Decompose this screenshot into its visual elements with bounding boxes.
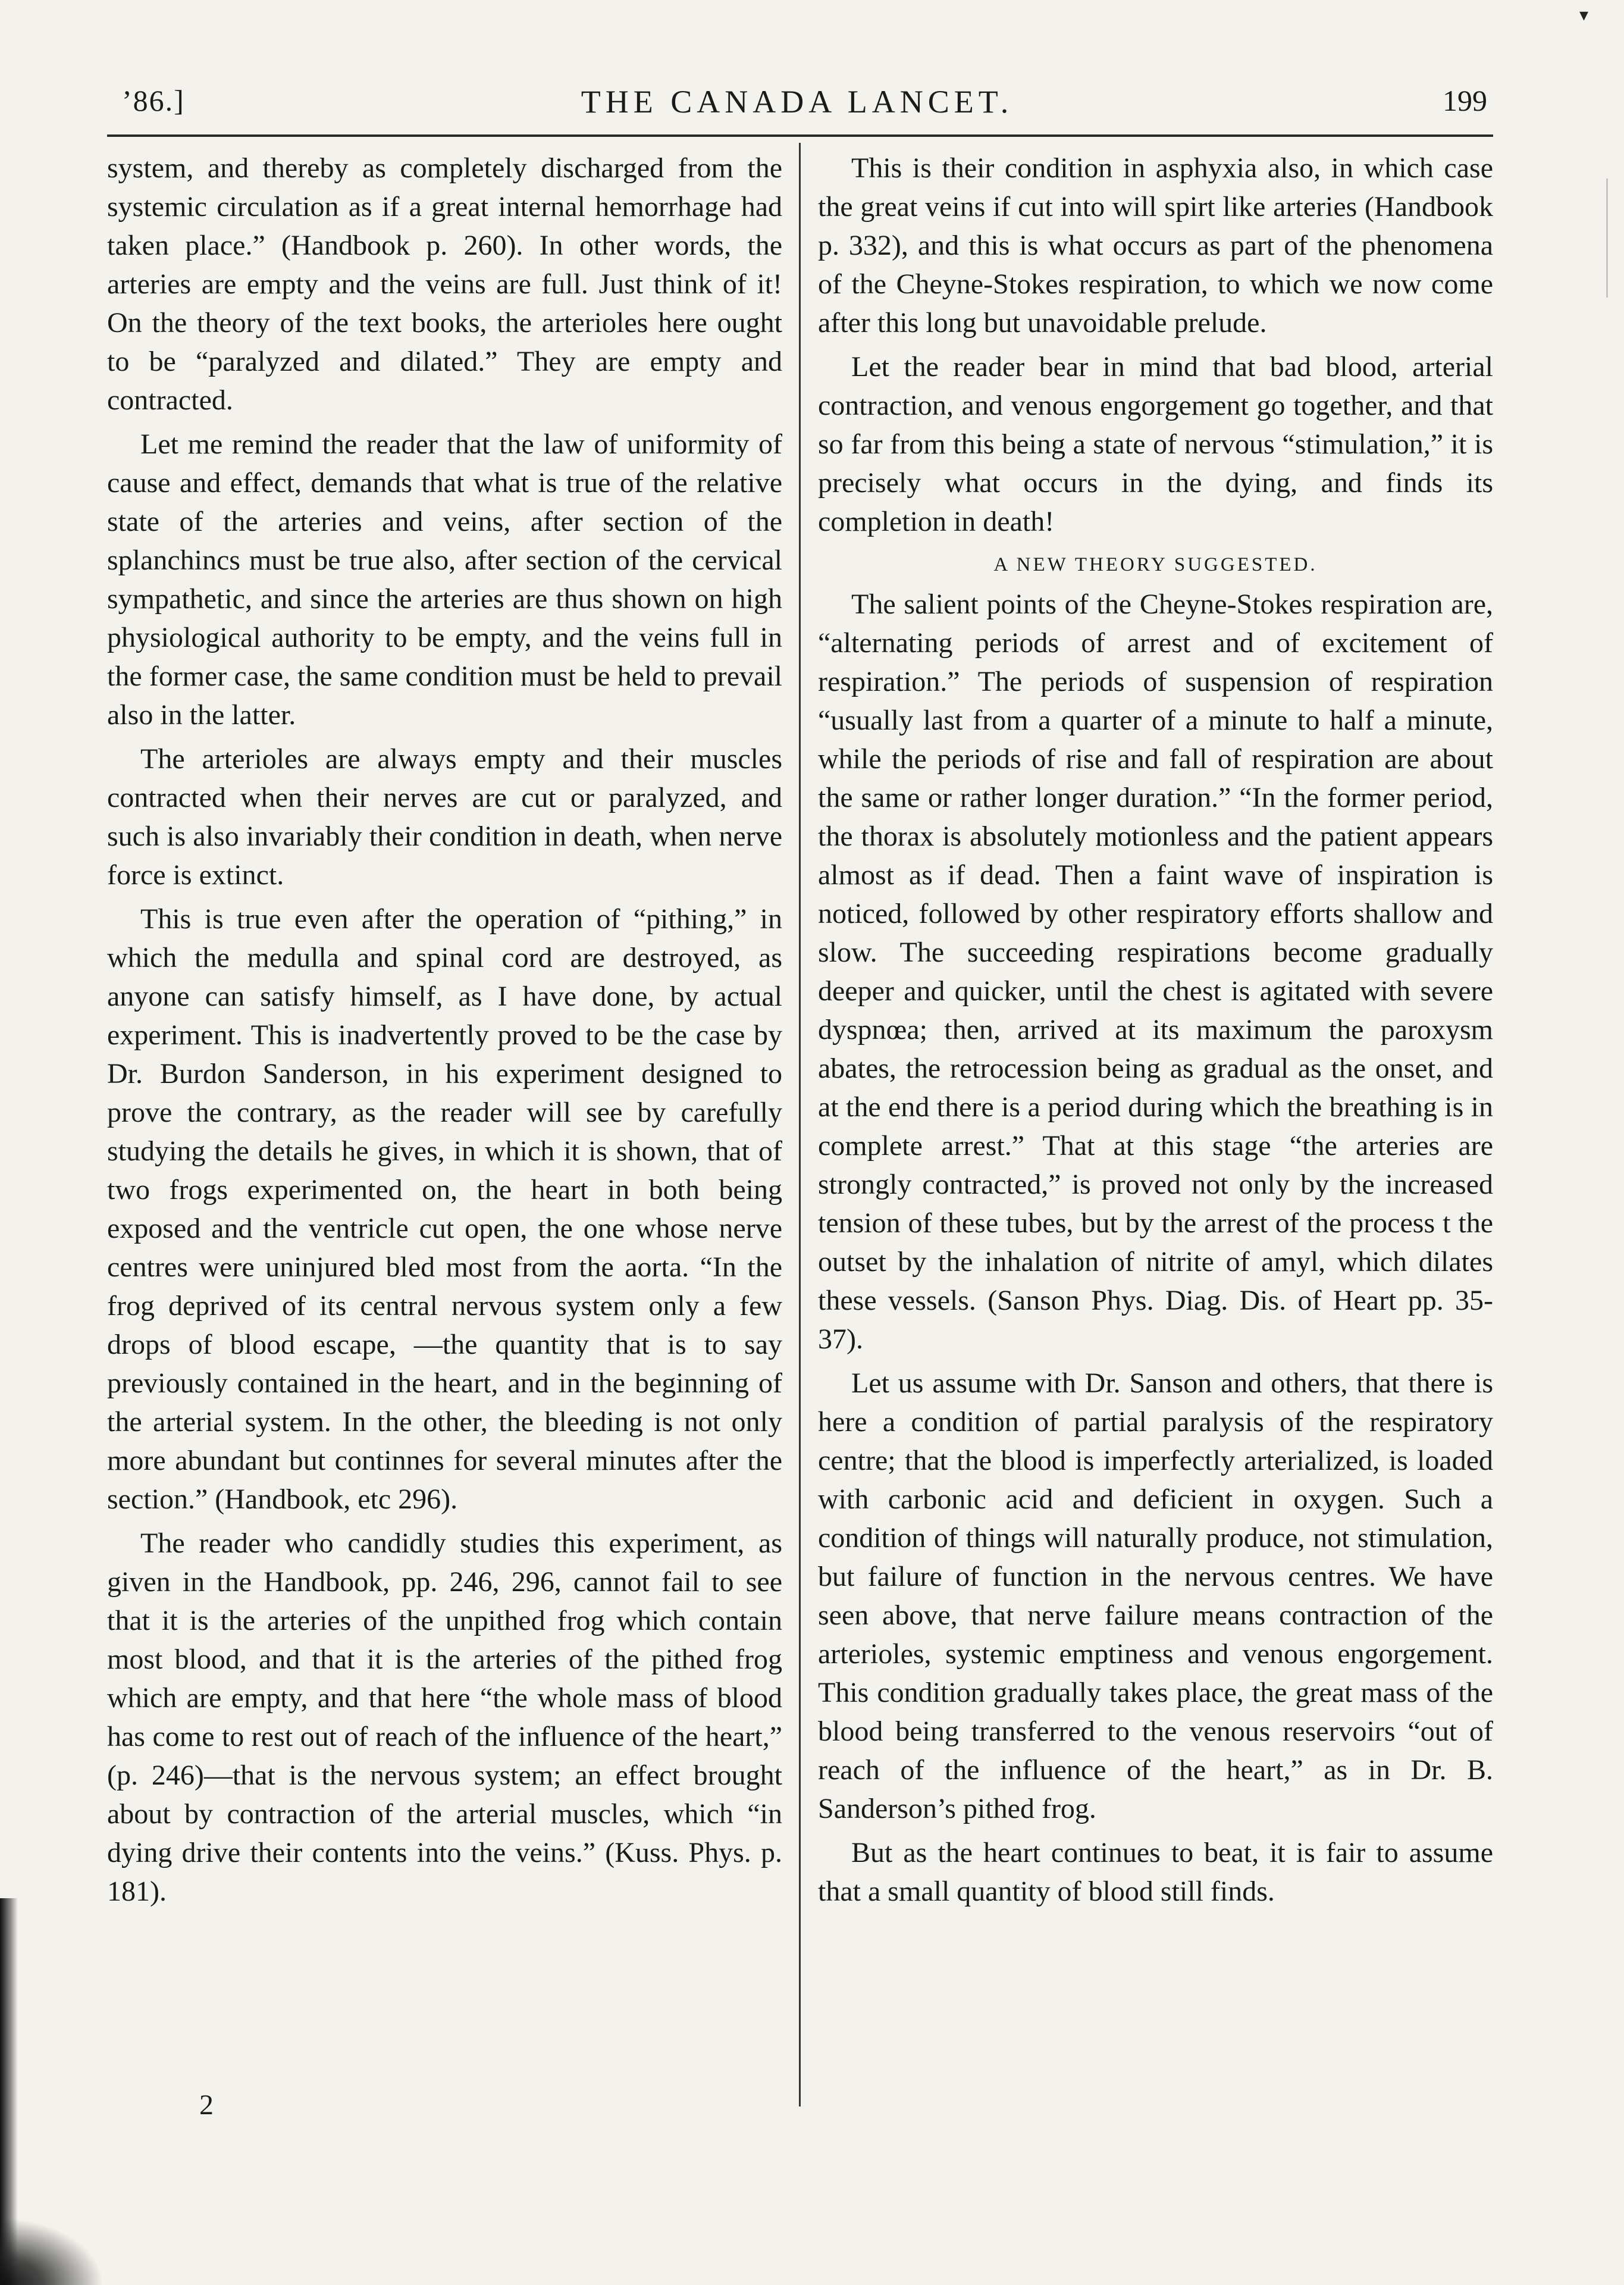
right-column: [818, 149, 1493, 1916]
corner-mark: ▾: [1579, 5, 1589, 25]
paragraph: But as the heart continues to beat, it is fair to assume that a small quantity of blood still finds.: [818, 1837, 1493, 1907]
paragraph: The salient points of the Cheyne-Stokes respiration are, “alternating periods of arrest and of excitement of respiration.” The periods of suspension of respiration “usually last from a quarter of a minute to half a minute, while the periods of rise and fall of respiration are about the same or rather longer duration.” “In the former period, the thorax is absolutely motionless and the patient appears almost as if dead. Then a faint wave of inspiration is noticed, followed by other respiratory efforts shallow and slow. The succeeding respirations become gradually deeper and quicker, until the chest is agitated with severe dyspnœa; then, arrived at its maximum the paroxysm abates, the retrocession being as gradual as the onset, and at the end there is a period during which the breathing is in complete arrest.” That at this stage “the arteries are strongly contracted,” is proved not only by the increased tension of these tubes, but by the arrest of the process t the outset by the inhalation of nitrite of amyl, which dilates these vessels. (Sanson Phys. Diag. Dis. of Heart pp. 35-37).: [818, 589, 1493, 1355]
header-rule: [107, 134, 1493, 137]
column-divider: [799, 143, 801, 2106]
signature-mark: 2: [199, 2089, 214, 2121]
header-journal-title: THE CANADA LANCET.: [581, 84, 1014, 120]
page-corner-shadow: [0, 2220, 101, 2285]
section-heading: A NEW THEORY SUGGESTED.: [993, 554, 1318, 575]
paragraph: This is true even after the operation of “pithing,” in which the medulla and spinal cord are destroyed, as anyone can satisfy himself, as I have done, by actual experiment. This is inadvertently proved to be the case by Dr. Burdon Sanderson, in his experiment designed to prove the contrary, as the reader will see by carefully studying the details he gives, in which it is shown, that of two frogs experimented on, the heart in both being exposed and the ventricle cut open, the one whose nerve centres were uninjured bled most from the aorta. “In the frog deprived of its central nervous system only a few drops of blood escape, —the quantity that is to say previously contained in the heart, and in the beginning of the arterial system. In the other, the bleeding is not only more abundant but continnes for several minutes after the section.” (Handbook, etc 296).: [107, 903, 782, 1515]
left-column: [107, 149, 782, 1916]
paragraph: Let us assume with Dr. Sanson and others, that there is here a condition of partial paralysis of the respiratory centre; that the blood is imperfectly arterialized, is loaded with carbonic acid and deficient in oxygen. Such a condition of things will naturally produce, not stimulation, but failure of function in the nervous centres. We have seen above, that nerve failure means contraction of the arterioles, systemic emptiness and venous engorgement. This condition gradually takes place, the great mass of the blood being transferred to the venous reservoirs “out of reach of the influence of the heart,” as in Dr. B. Sanderson’s pithed frog.: [818, 1367, 1493, 1824]
header-page-number: 199: [1443, 84, 1487, 117]
paragraph: system, and thereby as completely discharged from the systemic circulation as if a great internal hemorrhage had taken place.” (Handbook p. 260). In other words, the arteries are empty and the veins are full. Just think of it! On the theory of the text books, the arterioles here ought to be “paralyzed and dilated.” They are empty and contracted.: [107, 152, 782, 416]
header-volume-year: ’86.]: [122, 84, 185, 117]
paragraph: Let me remind the reader that the law of uniformity of cause and effect, demands that what is true of the relative state of the arteries and veins, after section of the splanchincs must be true also, after section of the cervical sympathetic, and since the arteries are thus shown on high physiological authority to be empty, and the veins full in the former case, the same condition must be held to prevail also in the latter.: [107, 428, 782, 731]
edge-mark: [1606, 179, 1608, 298]
paragraph: The arterioles are always empty and their muscles contracted when their nerves are cut or paralyzed, and such is also invariably their condition in death, when nerve force is extinct.: [107, 743, 782, 891]
paragraph: The reader who candidly studies this experiment, as given in the Handbook, pp. 246, 296, cannot fail to see that it is the arteries of the unpithed frog which contain most blood, and that it is the arteries of the pithed frog which are empty, and that here “the whole mass of blood has come to rest out of reach of the influence of the heart,” (p. 246)—that is the nervous system; an effect brought about by contraction of the arterial muscles, which “in dying drive their contents into the veins.” (Kuss. Phys. p. 181).: [107, 1527, 782, 1907]
paragraph: Let the reader bear in mind that bad blood, arterial contraction, and venous engorgement go together, and that so far from this being a state of nervous “stimulation,” it is precisely what occurs in the dying, and finds its completion in death!: [818, 351, 1493, 537]
running-header: [107, 83, 1487, 131]
paragraph: This is their condition in asphyxia also, in which case the great veins if cut into will spirt like arteries (Handbook p. 332), and this is what occurs as part of the phenomena of the Cheyne-Stokes respiration, to which we now come after this long but unavoidable prelude.: [818, 152, 1493, 339]
